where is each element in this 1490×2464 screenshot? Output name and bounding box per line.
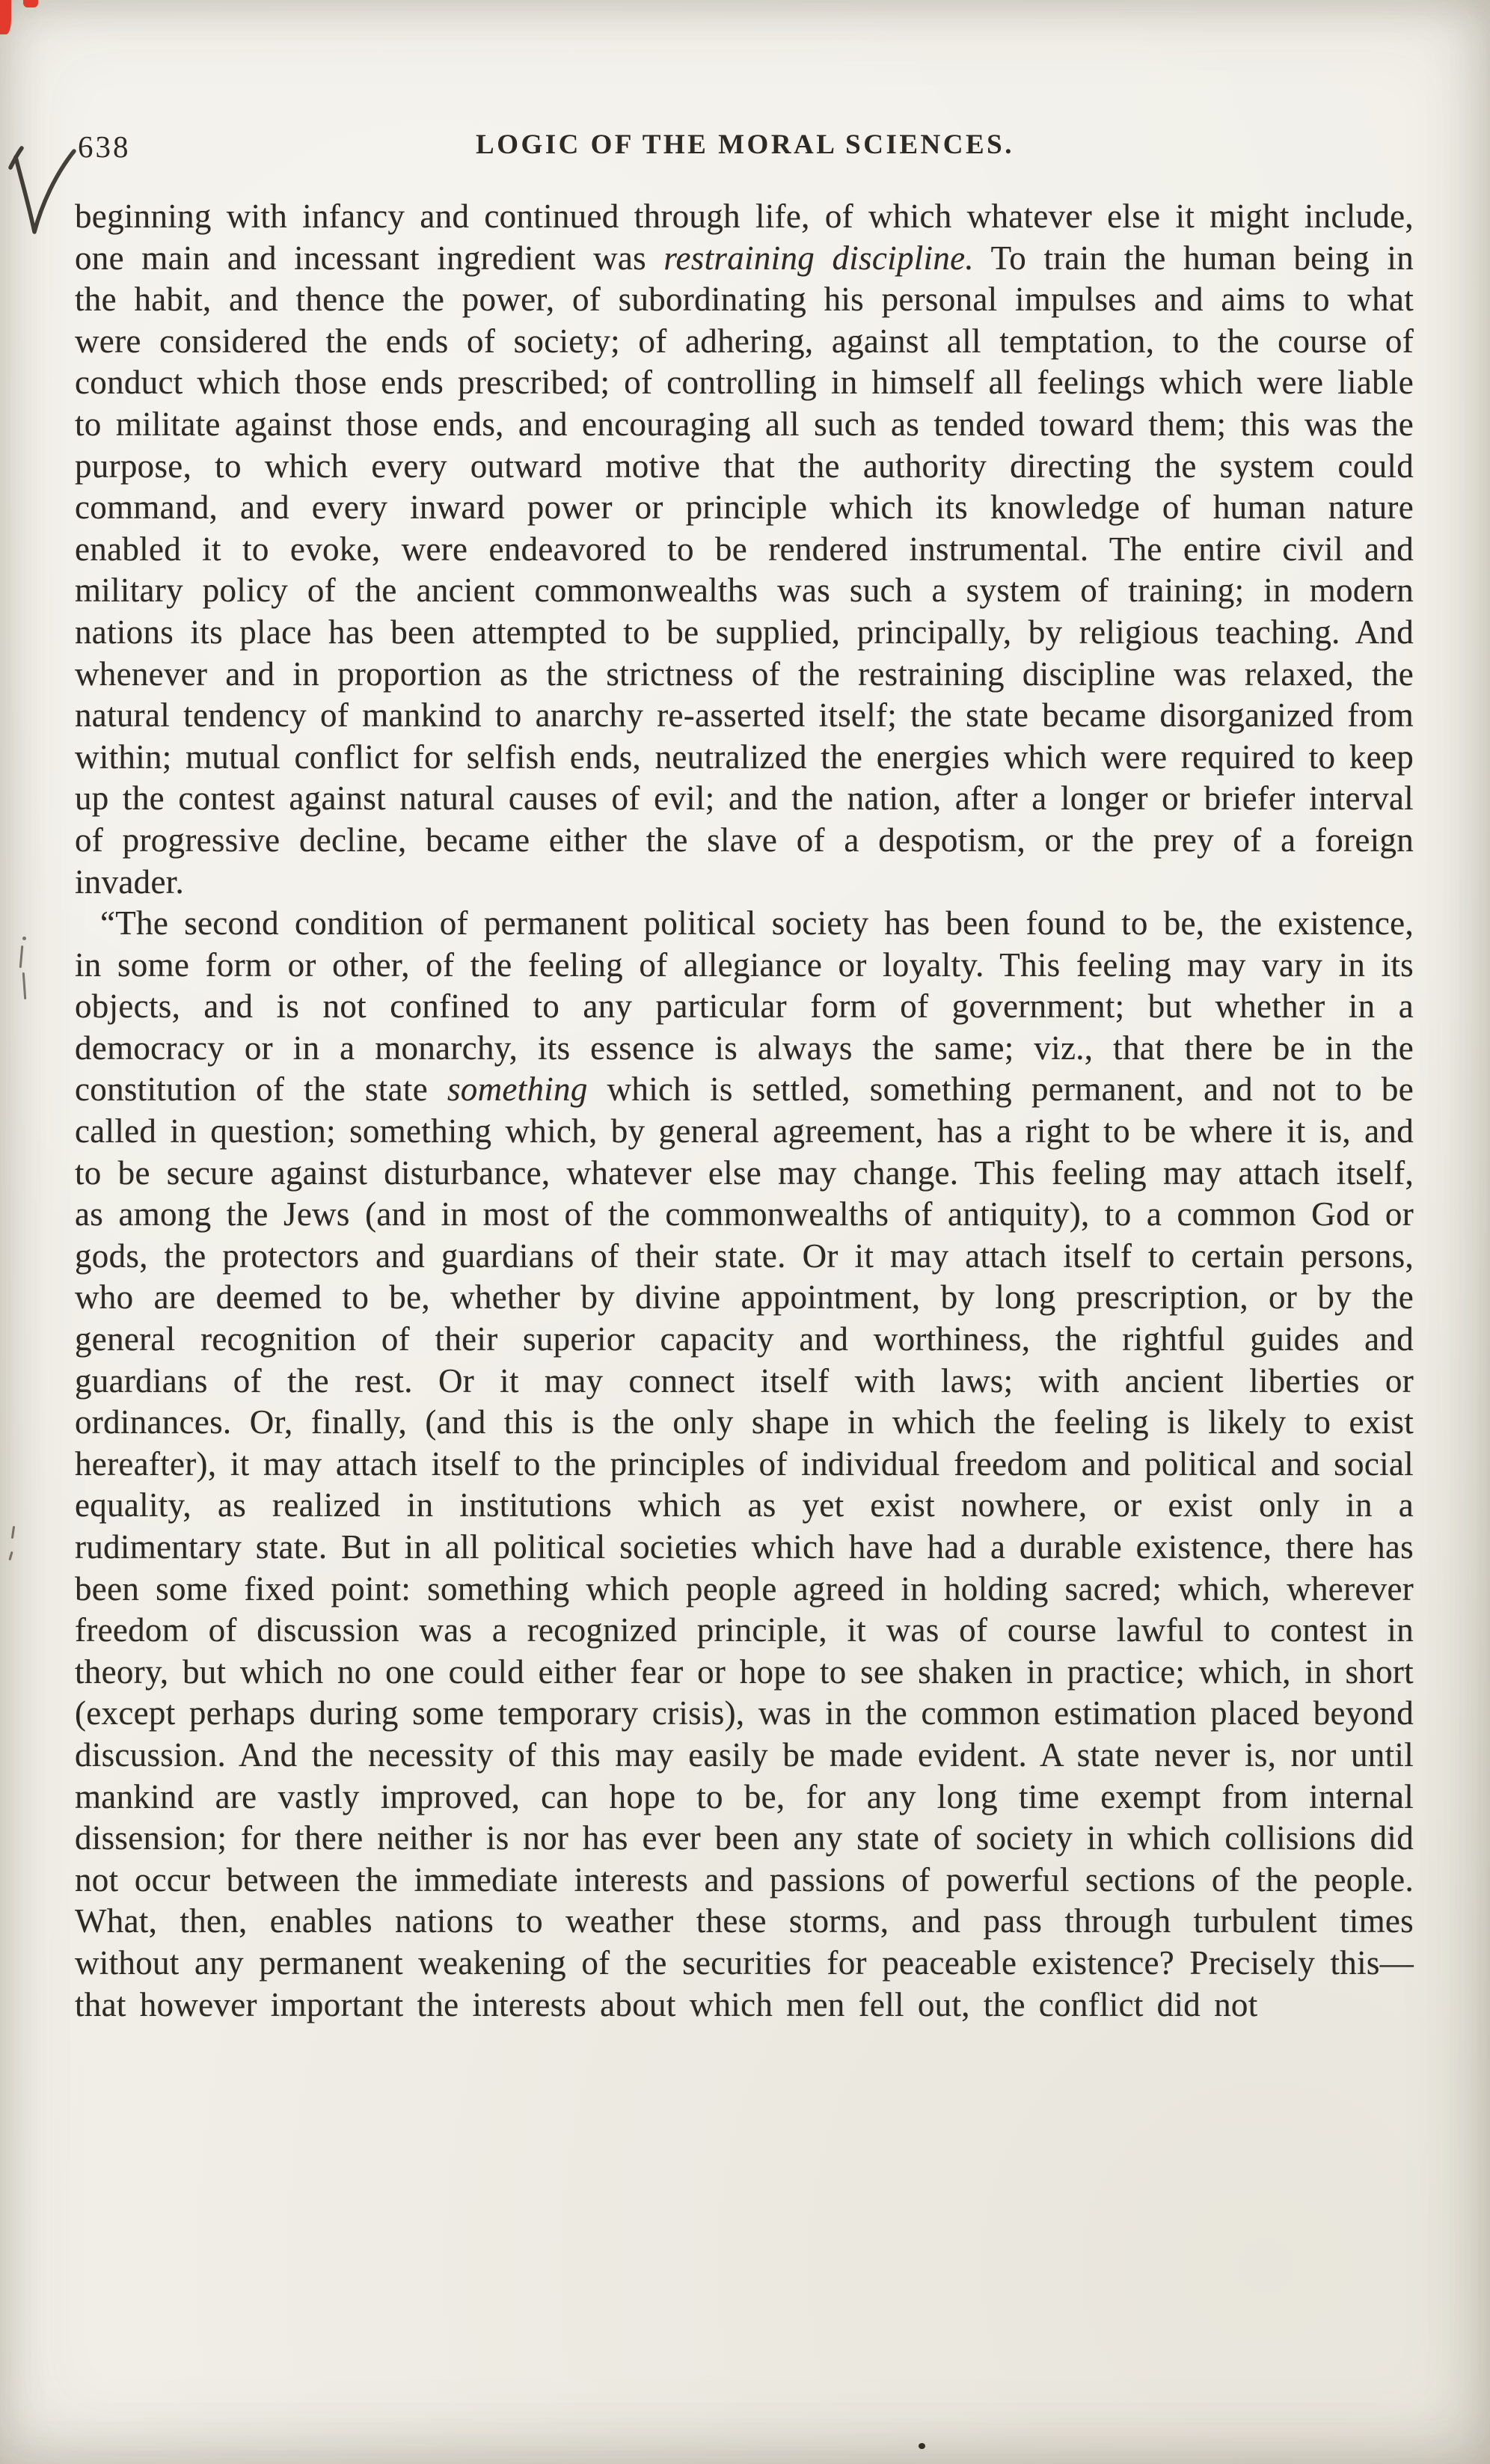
margin-pen-dot [22,937,26,940]
italic-term-something: something [447,1070,588,1109]
body-text [75,196,1414,2026]
margin-pen-tick [11,1526,15,1539]
paragraph-2-text: “The second condition of permanent political society has been found to be, the existence, in some form or other, of the feeling of allegiance or loyalty. This feeling may vary in its objects, and is not confined to any particular form of government; but whether in a democracy or in a monarchy, its essence is always the same; viz., that there be in the constitution of the state [75,904,1414,1109]
margin-pen-stroke [22,972,27,999]
scan-artifact-red-top-edge [23,0,38,7]
ink-dot [919,2443,925,2449]
italic-term-restraining-discipline: restraining discipline. [663,239,974,277]
margin-pen-stroke [19,946,24,968]
paragraph-1 [75,196,1414,903]
scan-artifact-red-corner [0,0,11,34]
paragraph-2 [75,903,1414,2026]
page-number: 638 [78,129,131,164]
margin-pen-tick [8,1551,13,1560]
paragraph-1-text: beginning with infancy and continued through life, of which whatever else it might include, one main and incessant ingredient was [75,197,1414,277]
paragraph-1-text: To train the human being in the habit, and thence the power, of subordinating his personal impulses and aims to what were considered the ends of society; of adhering, against all temptation, to the course of conduct which those ends prescribed; of controlling in himself all feelings which were liable to militate against those ends, and encouraging all such as tended toward them; this was the purpose, to which every outward motive that the authority directing the system could command, and every inward power or principle which its knowledge of human nature enabled it to evoke, were endeavored to be rendered instrumental. The entire civil and military policy of the ancient commonwealths was such a system of training; in modern nations its place has been attempted to be supplied, principally, by religious teaching. And whenever and in proportion as the strictness of the restraining discipline was relaxed, the natural tendency of mankind to anarchy re-asserted itself; the state became disorganized from within; mutual conflict for selfish ends, neutralized the energies which were required to keep up the contest against natural causes of evil; and the nation, after a longer or briefer interval of progressive decline, became either the slave of a despotism, or the prey of a foreign invader. [75,239,1414,901]
paragraph-2-text: which is settled, something permanent, and not to be called in question; something which, by general agreement, has a right to be where it is, and to be secure against disturbance, whatever else may change. This feeling may attach itself, as among the Jews (and in most of the commonwealths of antiquity), to a common God or gods, the protectors and guardians of their state. Or it may attach itself to certain persons, who are deemed to be, whether by divine appointment, by long prescription, or by the general recognition of their superior capacity and worthiness, the rightful guides and guardians of the rest. Or it may connect itself with laws; with ancient liberties or ordinances. Or, finally, (and this is the only shape in which the feeling is likely to exist hereafter), it may attach itself to the principles of individual freedom and political and social equality, as realized in institutions which as yet exist nowhere, or exist only in a rudimentary state. But in all political societies which have had a durable existence, there has been some fixed point: something which people agreed in holding sacred; which, wherever freedom of discussion was a recognized principle, it was of course lawful to contest in theory, but which no one could either fear or hope to see shaken in practice; which, in short (except perhaps during some temporary crisis), was in the common estimation placed beyond discussion. And the necessity of this may easily be made evident. A state never is, nor until mankind are vastly improved, can hope to be, for any long time exempt from internal dissension; for there neither is nor has ever been any state of society in which collisions did not occur between the immediate interests and passions of powerful sections of the people. What, then, enables nations to weather these storms, and pass through turbulent times without any permanent weakening of the securities for peaceable existence? Precisely this—that however important the interests about which men fell out, the conflict did not [75,1070,1414,2023]
running-header: LOGIC OF THE MORAL SCIENCES. [476,129,1014,160]
